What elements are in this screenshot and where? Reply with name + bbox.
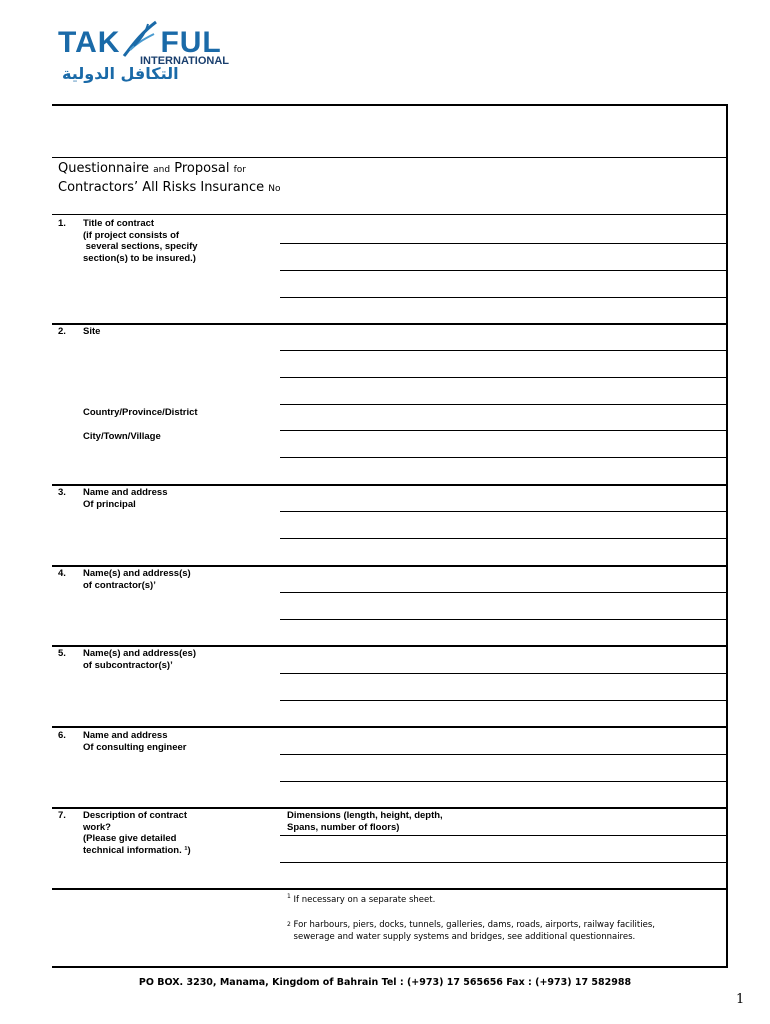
q7-answer-line[interactable]: [280, 835, 727, 836]
form-title: [58, 160, 281, 198]
title-divider: [52, 214, 728, 215]
logo-subtitle: INTERNATIONAL: [140, 55, 230, 67]
q4-label: Name(s) and address(s) of contractor(s)’: [83, 568, 191, 591]
section-divider: [52, 645, 728, 647]
page-number: 1: [736, 992, 745, 1007]
city-label: City/Town/Village: [83, 431, 161, 442]
company-address: PO BOX. 3230, Manama, Kingdom of Bahrain Tel : (+973) 17 565656 Fax : (+973) 17 582988: [138, 977, 632, 988]
footnote-2: [287, 919, 655, 943]
q7-label: Description of contract work? (Please give detailed technical information. ¹): [83, 810, 191, 856]
q1-answer-line[interactable]: [280, 243, 727, 244]
q6-answer-line[interactable]: [280, 754, 727, 755]
dimensions-label: Dimensions (length, height, depth, Spans, number of floors): [287, 810, 443, 833]
q1-label: Title of contract (if project consists of several sections, specify section(s) to be insured.): [83, 218, 198, 264]
q4-answer-line[interactable]: [280, 619, 727, 620]
q5-answer-line[interactable]: [280, 673, 727, 674]
logo-name-left: TAK: [58, 26, 121, 59]
section-divider: [52, 888, 728, 890]
q2-answer-line[interactable]: [280, 404, 727, 405]
logo-arabic: التكافل الدولية: [62, 64, 179, 83]
title-proposal: Proposal: [174, 161, 230, 176]
q3-answer-line[interactable]: [280, 538, 727, 539]
q1-number: 1.: [58, 218, 66, 229]
title-for: for: [233, 165, 246, 175]
section-divider: [52, 484, 728, 486]
country-label: Country/Province/District: [83, 407, 198, 418]
title-and: and: [153, 165, 171, 175]
q2-answer-line[interactable]: [280, 350, 727, 351]
title-questionnaire: Questionnaire: [58, 161, 150, 176]
frame-right: [726, 104, 728, 968]
footnote-1-mark: 1: [287, 893, 291, 900]
q3-number: 3.: [58, 487, 66, 498]
section-divider: [52, 726, 728, 728]
city-answer-line[interactable]: [280, 457, 727, 458]
q2-label: Site: [83, 326, 101, 337]
q6-label: Name and address Of consulting engineer: [83, 730, 187, 753]
q5-answer-line[interactable]: [280, 700, 727, 701]
title-no: No: [268, 184, 281, 194]
section-divider: [52, 807, 728, 809]
footnote-1: [287, 891, 435, 906]
q1-answer-line[interactable]: [280, 297, 727, 298]
q7-answer-line[interactable]: [280, 862, 727, 863]
footnote-2-mark: 2: [287, 921, 291, 928]
country-answer-line[interactable]: [280, 430, 727, 431]
q1-answer-line[interactable]: [280, 270, 727, 271]
frame-bottom: [52, 966, 728, 968]
title-insurance: Contractors’ All Risks Insurance: [58, 180, 265, 195]
q5-label: Name(s) and address(es) of subcontractor(s)’: [83, 648, 196, 671]
q2-answer-line[interactable]: [280, 377, 727, 378]
logo-name-right: FUL: [160, 26, 222, 59]
q7-number: 7.: [58, 810, 66, 821]
header-divider: [52, 157, 728, 158]
q3-label: Name and address Of principal: [83, 487, 168, 510]
q6-number: 6.: [58, 730, 66, 741]
q3-answer-line[interactable]: [280, 511, 727, 512]
q2-number: 2.: [58, 326, 66, 337]
q6-answer-line[interactable]: [280, 781, 727, 782]
section-divider: [52, 565, 728, 567]
q5-number: 5.: [58, 648, 66, 659]
footnote-2-text: For harbours, piers, docks, tunnels, galleries, dams, roads, airports, railway facilities, sewerage and water supply systems and bridges, see additional questionnaires.: [293, 920, 655, 942]
q4-answer-line[interactable]: [280, 592, 727, 593]
palm-logo-icon: [118, 20, 162, 60]
section-divider: [52, 323, 728, 325]
frame-top: [52, 104, 728, 106]
footnote-1-text: If necessary on a separate sheet.: [293, 894, 436, 905]
q4-number: 4.: [58, 568, 66, 579]
